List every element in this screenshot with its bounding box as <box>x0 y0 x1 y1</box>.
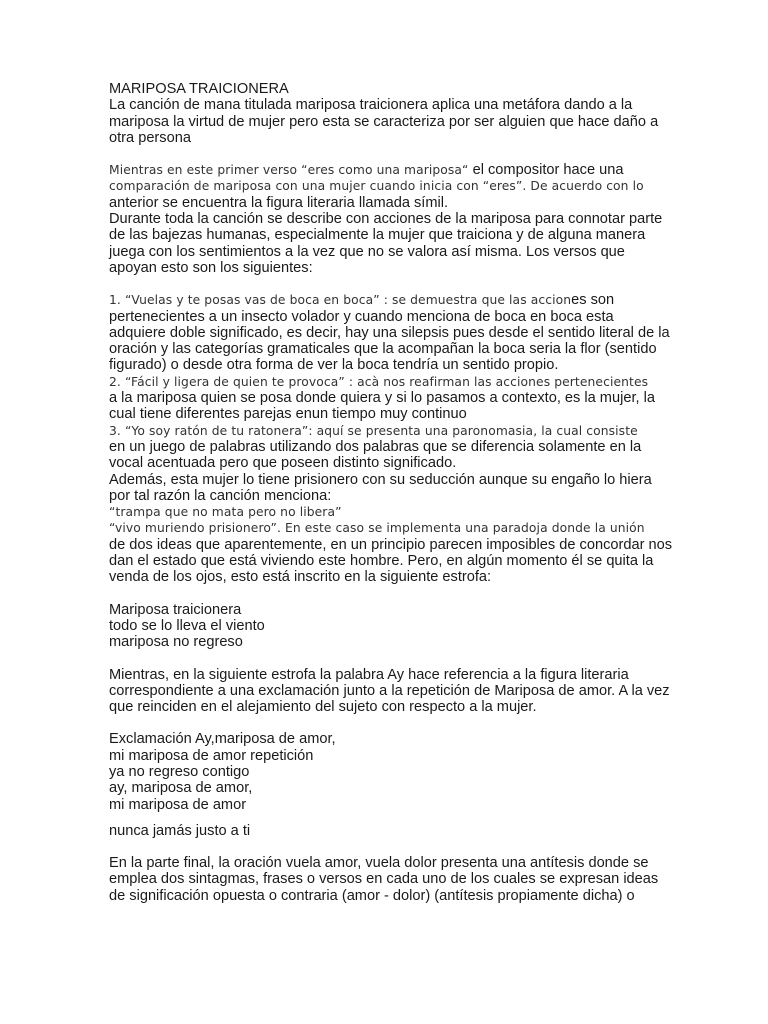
paragraph-2-line-1 <box>109 162 654 178</box>
paragraph-2-line-3: anterior se encuentra la figura literaria llamada símil. <box>109 194 449 211</box>
intro-line-3: otra persona <box>109 129 191 146</box>
paragraph-4-line-1: Mientras, en la siguiente estrofa la palabra Ay hace referencia a la figura literaria <box>109 666 629 683</box>
paragraph-3-line-7: a la mariposa quien se posa donde quiera y si lo pasamos a contexto, es la mujer, la <box>109 390 655 407</box>
paragraph-3-line-17: dan el estado que está viviendo este hombre. Pero, en algún momento él se quita la <box>109 553 654 570</box>
paragraph-gap <box>109 586 654 602</box>
quoted-verse-text: 1. “Vuelas y te posas vas de boca en boca” : se demuestra que las accion <box>109 293 572 308</box>
stanza-1-line-3: mariposa no regreso <box>109 634 243 651</box>
quoted-verse-vivo: “vivo muriendo prisionero”. En este caso se implementa una paradoja donde la unión <box>109 521 645 536</box>
intro-line-2: mariposa la virtud de mujer pero esta se caracteriza por ser alguien que hace daño a <box>109 113 659 130</box>
verse-analysis-1 <box>109 292 654 308</box>
paragraph-2-line-4: Durante toda la canción se describe con acciones de la mariposa para connotar parte <box>109 211 663 228</box>
stanza-2-line-5: mi mariposa de amor <box>109 796 247 813</box>
paragraph-gap <box>109 813 654 823</box>
paragraph-2-line-2: comparación de mariposa con una mujer cuando inicia con “eres”. De acuerdo con lo <box>109 179 644 194</box>
quoted-verse-text: Mientras en este primer verso “eres como una mariposa“ <box>109 163 469 178</box>
document-page <box>109 81 673 904</box>
paragraph-gap <box>109 715 654 731</box>
paragraph-4-line-2: correspondiente a una exclamación junto a la repetición de Mariposa de amor. A la vez <box>109 682 670 699</box>
stanza-2-line-1: Exclamación Ay,mariposa de amor, <box>109 731 336 748</box>
stanza-2-line-3: ya no regreso contigo <box>109 763 250 780</box>
paragraph-3-line-2: pertenecientes a un insecto volador y cuando menciona de boca en boca esta <box>109 308 614 325</box>
paragraph-gap <box>109 276 654 292</box>
stanza-2-tail: nunca jamás justo a ti <box>109 822 251 839</box>
body-text: es son <box>571 292 615 309</box>
paragraph-2-line-5: de las bajezas humanas, especialmente la mujer que traiciona y de alguna manera <box>109 227 646 244</box>
paragraph-5-line-2: emplea dos sintagmas, frases o versos en cada uno de los cuales se expresan ideas <box>109 871 659 888</box>
paragraph-5-line-1: En la parte final, la oración vuela amor, vuela dolor presenta una antítesis donde se <box>109 855 649 872</box>
paragraph-3-line-3: adquiere doble significado, es decir, hay una silepsis pues desde el sentido literal de la <box>109 324 670 341</box>
paragraph-3-line-5: figurado) o desde otra forma de ver la boca tendría un sentido propio. <box>109 357 559 374</box>
paragraph-3-line-11: vocal acentuada pero que poseen distinto significado. <box>109 455 457 472</box>
paragraph-3-line-10: en un juego de palabras utilizando dos palabras que se diferencia solamente en la <box>109 438 642 455</box>
paragraph-2-line-6: juega con los sentimientos a la vez que no se valora así misma. Los versos que <box>109 243 625 260</box>
verse-analysis-2: 2. “Fácil y ligera de quien te provoca” : acà nos reafirman las acciones pertenecientes <box>109 374 649 389</box>
paragraph-3-line-12: Además, esta mujer lo tiene prisionero con su seducción aunque su engaño lo hiera <box>109 471 652 488</box>
paragraph-gap <box>109 839 654 855</box>
paragraph-3-line-18: venda de los ojos, esto está inscrito en la siguiente estrofa: <box>109 569 492 586</box>
paragraph-5-line-3: de significación opuesta o contraria (amor - dolor) (antítesis propiamente dicha) o <box>109 887 635 904</box>
stanza-1-line-1: Mariposa traicionera <box>109 601 242 618</box>
paragraph-3-line-4: oración y las categorías gramaticales que la acompañan la boca seria la flor (sentido <box>109 341 657 358</box>
body-text: el compositor hace una <box>468 162 624 179</box>
stanza-1-line-2: todo se lo lleva el viento <box>109 617 265 634</box>
paragraph-gap <box>109 146 654 162</box>
paragraph-2-line-7: apoyan esto son los siguientes: <box>109 259 313 276</box>
document-title: MARIPOSA TRAICIONERA <box>109 81 289 97</box>
paragraph-3-line-8: cual tiene diferentes parejas enun tiempo muy continuo <box>109 406 467 423</box>
paragraph-3-line-16: de dos ideas que aparentemente, en un principio parecen imposibles de concordar nos <box>109 536 673 553</box>
stanza-2-line-2: mi mariposa de amor repetición <box>109 747 314 764</box>
intro-line-1: La canción de mana titulada mariposa traicionera aplica una metáfora dando a la <box>109 97 633 114</box>
paragraph-3-line-13: por tal razón la canción menciona: <box>109 487 332 504</box>
stanza-2-line-4: ay, mariposa de amor, <box>109 780 253 797</box>
paragraph-gap <box>109 651 654 667</box>
paragraph-4-line-3: que reinciden en el alejamiento del sujeto con respecto a la mujer. <box>109 699 537 716</box>
quoted-verse-trampa: “trampa que no mata pero no libera” <box>109 505 342 520</box>
verse-analysis-3: 3. “Yo soy ratón de tu ratonera”: aquí se presenta una paronomasia, la cual consiste <box>109 423 638 438</box>
